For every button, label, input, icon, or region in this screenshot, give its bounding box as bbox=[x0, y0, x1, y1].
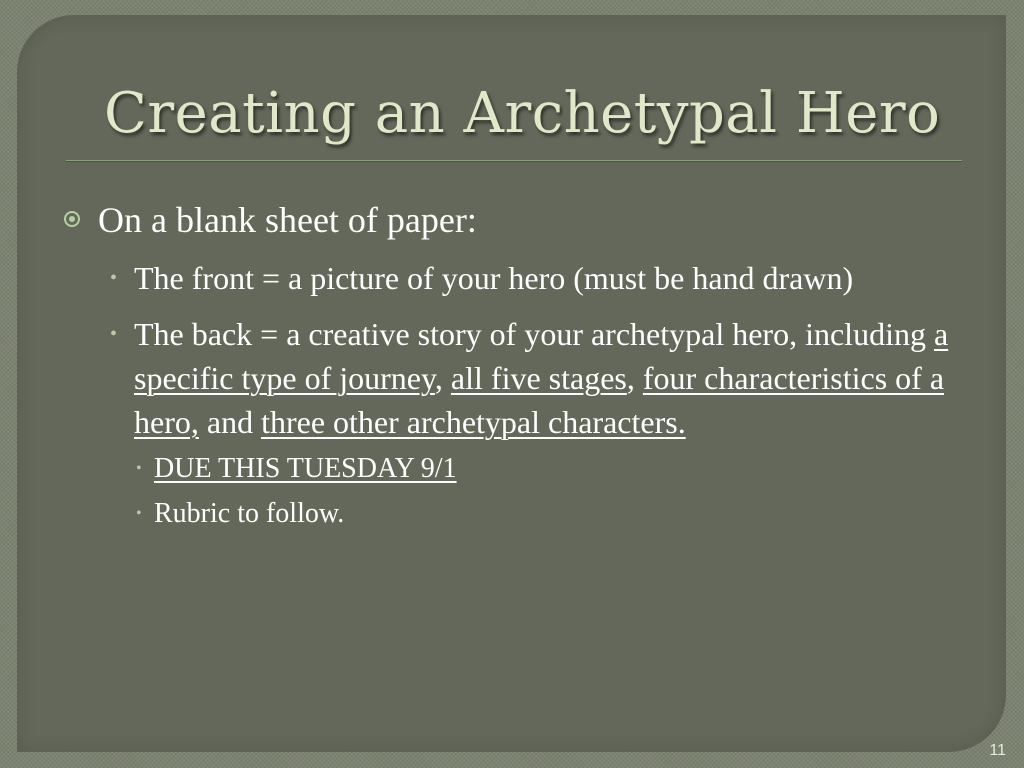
bullet-rubric bbox=[60, 494, 960, 534]
title-divider bbox=[66, 160, 962, 162]
dot-bullet-icon: • bbox=[136, 505, 142, 522]
due-date-text: DUE THIS TUESDAY 9/1 bbox=[154, 453, 457, 484]
dot-bullet-icon: • bbox=[110, 323, 118, 345]
underlined-stages: all five stages bbox=[450, 360, 627, 396]
underlined-characters: three other archetypal characters. bbox=[261, 404, 686, 440]
circle-bullet-icon bbox=[64, 211, 80, 227]
bullet-front-text: The front = a picture of your hero (must be hand drawn) bbox=[134, 260, 854, 296]
conjunction-text: and bbox=[198, 404, 262, 440]
bullet-due bbox=[60, 449, 960, 489]
underlined-characteristics: four characteristics of a hero, bbox=[134, 360, 945, 440]
bullet-main-text: On a blank sheet of paper: bbox=[98, 200, 477, 240]
slide-title: Creating an Archetypal Hero bbox=[104, 81, 941, 146]
rubric-text: Rubric to follow. bbox=[154, 498, 345, 529]
dot-bullet-icon: • bbox=[136, 460, 142, 477]
underlined-journey: a specific type of journey bbox=[134, 316, 949, 396]
dot-bullet-icon: • bbox=[110, 267, 118, 289]
bullet-front bbox=[60, 256, 960, 300]
slide-content bbox=[60, 196, 960, 534]
bullet-main bbox=[60, 196, 960, 244]
bullet-back bbox=[60, 312, 960, 444]
separator-text: , bbox=[434, 360, 451, 396]
bullet-back-text: The back = a creative story of your archetypal hero, including bbox=[134, 316, 934, 352]
separator-text: , bbox=[626, 360, 643, 396]
slide-number: 11 bbox=[989, 742, 1006, 759]
